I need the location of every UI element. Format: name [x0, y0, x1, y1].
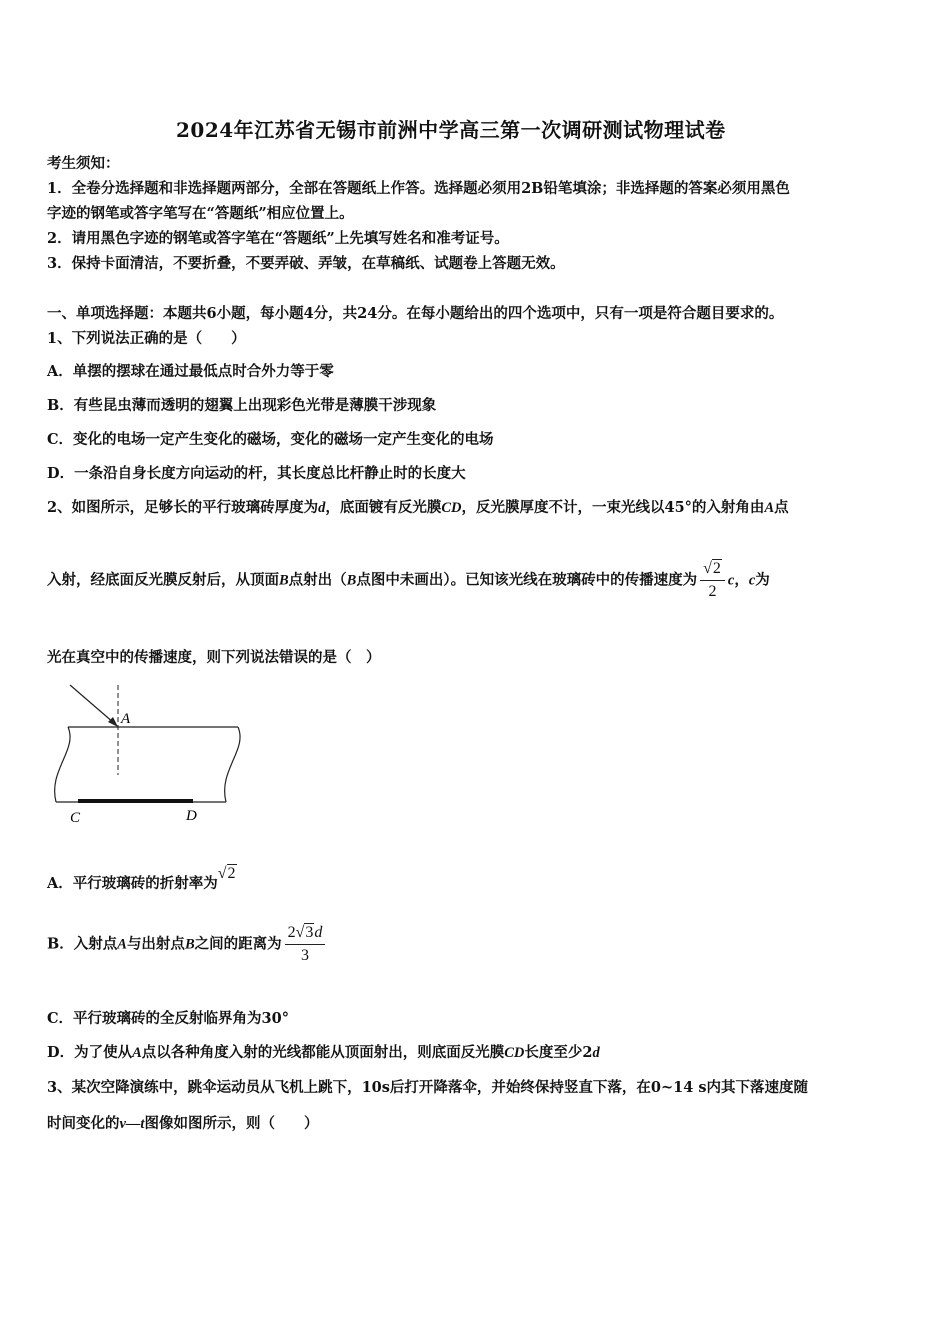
distance-fraction: $\frac{2√3d}{3}$ — [285, 924, 326, 965]
notice-item-3: 3．保持卡面清洁，不要折叠，不要弄破、弄皱，在草稿纸、试题卷上答题无效。 — [47, 255, 565, 272]
question-1-option-c: C．变化的电场一定产生变化的磁场，变化的磁场一定产生变化的电场 — [47, 431, 494, 448]
question-3-stem-line-2: 时间变化的v—t图像如图所示，则（ ） — [47, 1115, 319, 1132]
glass-slab-figure — [48, 680, 248, 830]
label-a: A — [121, 711, 131, 727]
question-1-option-b: B．有些昆虫薄而透明的翅翼上出现彩色光带是薄膜干涉现象 — [47, 397, 437, 414]
question-1-option-d: D．一条沿自身长度方向运动的杆，其长度总比杆静止时的长度大 — [47, 465, 466, 482]
notice-item-1-line-1: 1．全卷分选择题和非选择题两部分，全部在答题纸上作答。选择题必须用2B铅笔填涂；非选择题的答案必须用黑色 — [47, 180, 790, 197]
question-2-stem-line-3: 光在真空中的传播速度，则下列说法错误的是（ ） — [47, 649, 381, 666]
section-heading: 一、单项选择题：本题共6小题，每小题4分，共24分。在每小题给出的四个选项中，只有一项是符合题目要求的。 — [47, 305, 784, 322]
question-2-option-b: B．入射点A与出射点B之间的距离为 $\frac{2√3d}{3}$ — [47, 924, 328, 965]
label-d: D — [186, 808, 197, 824]
notice-heading: 考生须知： — [47, 155, 120, 172]
question-2-option-c: C．平行玻璃砖的全反射临界角为30° — [47, 1010, 289, 1027]
page-title: 2024年江苏省无锡市前洲中学高三第一次调研测试物理试卷 — [176, 118, 726, 142]
label-c: C — [70, 810, 81, 826]
question-1-stem: 1、下列说法正确的是（ ） — [47, 330, 246, 347]
notice-item-1-line-2: 字迹的钢笔或答字笔写在“答题纸”相应位置上。 — [47, 205, 354, 222]
question-2-stem-line-1: 2、如图所示，足够长的平行玻璃砖厚度为d，底面镀有反光膜CD，反光膜厚度不计，一束光线以45°的入射角由A点 — [47, 499, 789, 516]
question-2-stem-line-2: 入射，经底面反光膜反射后，从顶面B点射出（B点图中未画出）。已知该光线在玻璃砖中的传播速度为 $\frac{√2}{2}$ c，c为 — [47, 560, 770, 600]
refraction-index: √2 — [217, 865, 236, 882]
question-1-option-a: A．单摆的摆球在通过最低点时合外力等于零 — [47, 363, 334, 380]
slab-left-break — [55, 727, 70, 802]
question-2-option-d: D．为了使从A点以各种角度入射的光线都能从顶面射出，则底面反光膜CD长度至少2d — [47, 1044, 600, 1061]
notice-item-2: 2．请用黑色字迹的钢笔或答字笔在“答题纸”上先填写姓名和准考证号。 — [47, 230, 509, 247]
speed-fraction: $\frac{√2}{2}$ — [700, 560, 725, 601]
question-2-option-a: A．平行玻璃砖的折射率为√2 — [47, 865, 236, 892]
question-3-stem-line-1: 3、某次空降演练中，跳伞运动员从飞机上跳下，10s后打开降落伞，并始终保持竖直下落，在0~14 s内其下落速度随 — [47, 1079, 809, 1096]
slab-right-break — [225, 727, 240, 802]
incident-ray — [70, 685, 114, 723]
